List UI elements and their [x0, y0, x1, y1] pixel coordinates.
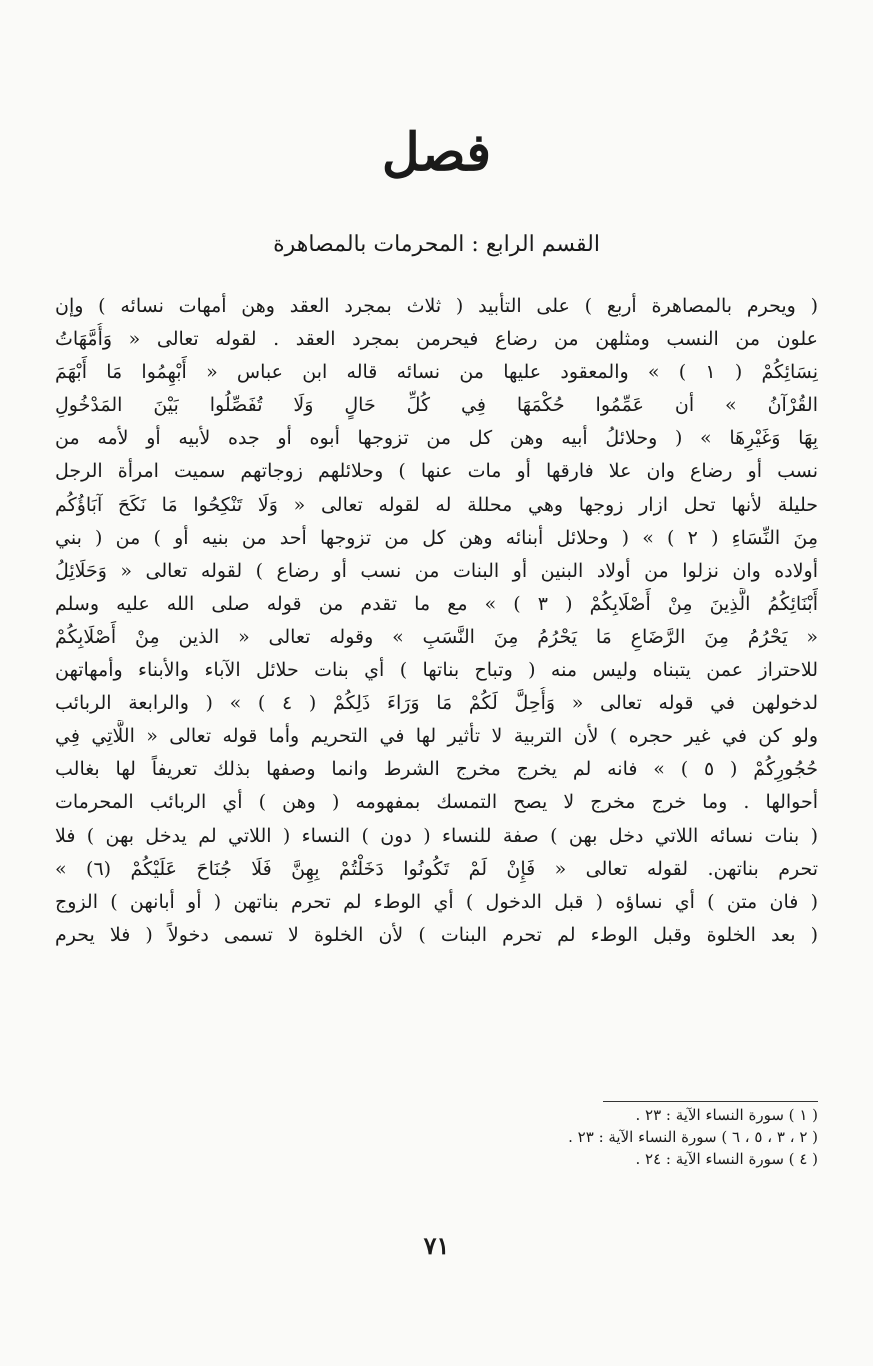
body-line: حُجُورِكُمْ ( ٥ ) » فانه لم يخرج مخرج الشرط وانما وصفها بذلك تعريفاً لها بغالب — [55, 758, 818, 781]
body-line: ( ويحرم بالمصاهرة أربع ) على التأبيد ( ثلاث بمجرد العقد وهن أمهات نسائه ) وإن — [55, 295, 818, 317]
body-line: القُرْآنُ » أن عَمِّمُوا حُكْمَهَا فِي كُلِّ حَالٍ وَلَا تُفَصِّلُوا بَيْنَ المَدْخُولِ — [55, 394, 818, 417]
body-line: تحرم بناتهن. لقوله تعالى « فَإِنْ لَمْ تَكُونُوا دَخَلْتُمْ بِهِنَّ فَلَا جُنَاحَ عَلَيْكُمْ (٦) » — [55, 857, 818, 880]
body-line: حليلة لأنها تحل ازار زوجها وهي محللة له لقوله تعالى « وَلَا تَنْكِحُوا مَا نَكَحَ آبَاؤُكُم — [55, 493, 818, 516]
body-line: « يَحْرُمُ مِنَ الرَّضَاعِ مَا يَحْرُمُ مِنَ النَّسَبِ » وقوله تعالى « الذين مِنْ أَصْلَابِكُمْ — [55, 625, 818, 648]
footnote: ( ١ ) سورة النساء الآية : ٢٣ . — [635, 1106, 818, 1124]
page-number: ٧١ — [423, 1231, 450, 1260]
footnotes — [318, 1104, 818, 1170]
body-line: بِهَا وَغَيْرِهَا » ( وحلائلُ أبيه وهن كل من تزوجها أبوه أو جده لأبيه أو لأمه من — [55, 427, 818, 450]
body-line: ولو كن في غير حجره ) لأن التربية لا تأثير لها في التحريم وأما قوله تعالى « اللَّاتِي فِي — [55, 725, 818, 748]
section-heading: القسم الرابع : المحرمات بالمصاهرة — [273, 232, 600, 257]
footnote: ( ٢ ، ٣ ، ٥ ، ٦ ) سورة النساء الآية : ٢٣ . — [568, 1128, 818, 1146]
body-line: للاحتراز عمن يتبناه وليس منه ( وتباح بناتها ) أي بنات حلائل الآباء والأبناء وأمهاتهن — [55, 659, 818, 682]
chapter-title — [0, 118, 873, 188]
body-line: أَبْنَائِكُمُ الَّذِينَ مِنْ أَصْلَابِكُمْ ( ٣ ) » مع ما تقدم من قوله صلى الله عليه وسلم — [55, 592, 818, 615]
body-line: ( بنات نسائه اللاتي دخل بهن ) صفة للنساء ( دون ) النساء ( اللاتي لم يدخل بهن ) فلا — [55, 824, 818, 847]
body-line: مِنَ النِّسَاءِ ( ٢ ) » ( وحلائل أبنائه وهن كل من تزوجها أحد من بنيه أو ) من ( بني — [55, 526, 818, 549]
body-line: نِسَائِكُمْ ( ١ ) » والمعقود عليها من نسائه قاله ابن عباس « أَبْهِمُوا مَا أَبْهَمَ — [55, 361, 818, 384]
body-line: نسب أو رضاع وان علا فارقها أو مات عنها ) وحلائلهم زوجاتهم سميت امرأة الرجل — [55, 460, 818, 483]
body-line: ( بعد الخلوة وقبل الوطء لم تحرم البنات ) لأن الخلوة لا تسمى دخولاً ( فلا يحرم — [55, 923, 818, 946]
body-line: علون من النسب ومثلهن من رضاع فيحرمن بمجرد العقد . لقوله تعالى « وَأُمَّهَاتُ — [55, 328, 818, 351]
footnote: ( ٤ ) سورة النساء الآية : ٢٤ . — [635, 1150, 818, 1168]
body-line: ( فان متن ) أي نساؤه ( قبل الدخول ) أي الوطء لم تحرم بناتهن ( أو أبانهن ) الزوج — [55, 890, 818, 913]
body-line: أحوالها . وما خرج مخرج لا يصح التمسك بمفهومه ( وهن ) أي الربائب المحرمات — [55, 791, 818, 814]
body-line: أولاده وان نزلوا من أولاد البنين أو البنات من نسب أو رضاع ) لقوله تعالى « وَحَلَائِلُ — [55, 559, 818, 582]
footnote-divider — [603, 1101, 818, 1102]
body-text — [55, 290, 818, 952]
chapter-title-text: فصل — [381, 122, 492, 183]
body-line: لدخولهن في قوله تعالى « وَأُحِلَّ لَكُمْ مَا وَرَاءَ ذَلِكُمْ ( ٤ ) » ( والرابعة الربائب — [55, 692, 818, 715]
